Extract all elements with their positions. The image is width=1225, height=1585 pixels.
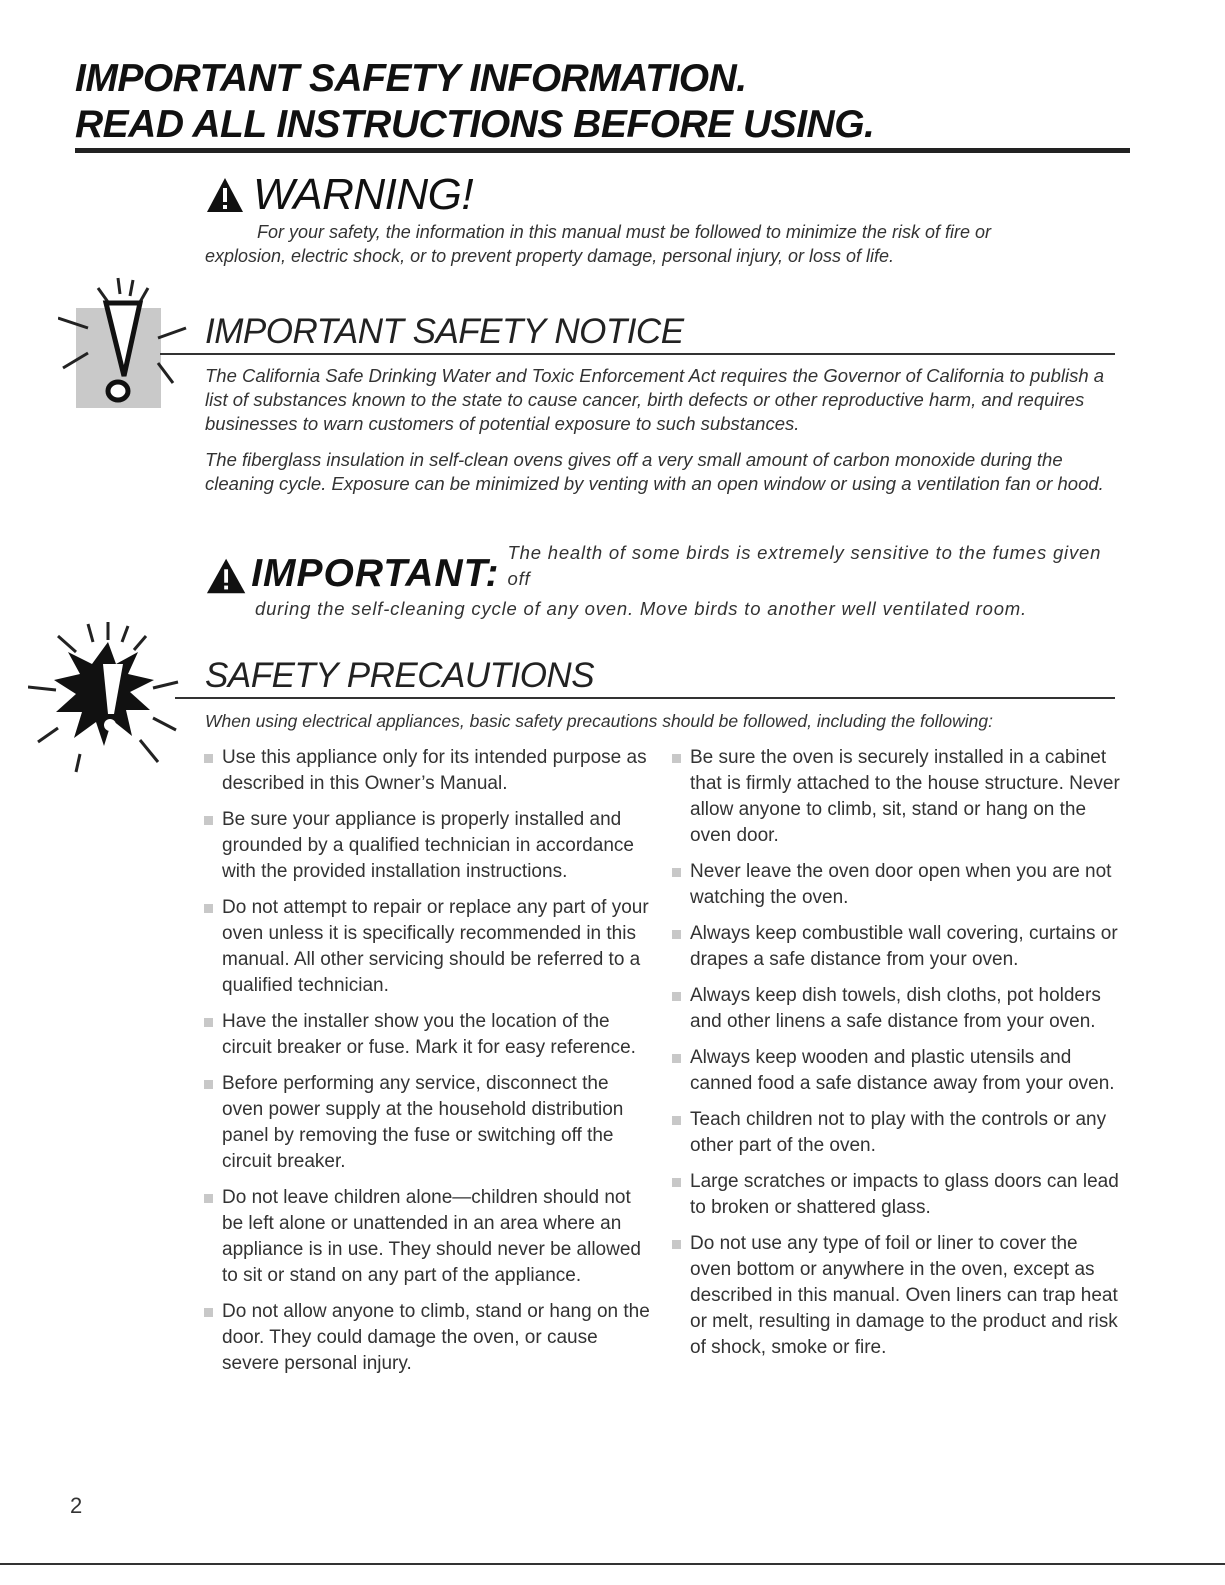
- notice-rule: [160, 353, 1115, 355]
- bullet-icon: [672, 754, 681, 763]
- bullet-icon: [672, 1116, 681, 1125]
- bullet-icon: [204, 1308, 213, 1317]
- precaution-text: Do not attempt to repair or replace any part of your oven unless it is specifically recommended in this manual. All other servicing should be referred to a qualified technician.: [222, 897, 649, 996]
- precaution-item: [670, 1107, 1120, 1159]
- precaution-text: Do not allow anyone to climb, stand or hang on the door. They could damage the oven, or cause severe personal injury.: [222, 1301, 650, 1374]
- bullet-icon: [204, 1018, 213, 1027]
- precaution-item: [202, 1185, 650, 1289]
- important-block: [205, 540, 1105, 622]
- precaution-text: Before performing any service, disconnect the oven power supply at the household distribution panel by removing the fuse or switching off the circuit breaker.: [222, 1073, 624, 1172]
- warning-text: For your safety, the information in this manual must be followed to minimize the risk of fire or explosion, electric shock, or to prevent property damage, personal injury, or loss of life.: [205, 222, 991, 266]
- exclamation-burst-icon: [58, 258, 188, 413]
- precautions-title: SAFETY PRECAUTIONS: [205, 656, 595, 695]
- bullet-icon: [672, 1240, 681, 1249]
- precautions-rule: [175, 697, 1115, 699]
- precaution-text: Always keep dish towels, dish cloths, pot holders and other linens a safe distance from your oven.: [690, 985, 1101, 1032]
- bullet-icon: [204, 816, 213, 825]
- bullet-icon: [672, 868, 681, 877]
- precaution-item: [202, 1071, 650, 1175]
- precaution-text: Never leave the oven door open when you are not watching the oven.: [690, 861, 1112, 908]
- precautions-right-column: [670, 745, 1120, 1371]
- bullet-icon: [672, 930, 681, 939]
- important-text-line-2: during the self-cleaning cycle of any oven. Move birds to another well ventilated room.: [255, 598, 1027, 619]
- precaution-item: [202, 1009, 650, 1061]
- precaution-item: [670, 1169, 1120, 1221]
- precaution-item: [202, 807, 650, 885]
- precaution-item: [202, 1299, 650, 1377]
- notice-paragraph-1: The California Safe Drinking Water and Toxic Enforcement Act requires the Governor of California to publish a list of substances known to the state to cause cancer, birth defects or other reproductive harm, and requires businesses to warn customers of potential exposure to such substances.: [205, 365, 1105, 434]
- precaution-item: [670, 921, 1120, 973]
- bottom-rule: [0, 1563, 1225, 1565]
- precaution-item: [670, 1045, 1120, 1097]
- precaution-text: Have the installer show you the location of the circuit breaker or fuse. Mark it for easy reference.: [222, 1011, 636, 1058]
- precautions-left-column: [202, 745, 650, 1387]
- precaution-text: Always keep combustible wall covering, curtains or drapes a safe distance from your oven.: [690, 923, 1118, 970]
- bullet-icon: [204, 1194, 213, 1203]
- bullet-icon: [204, 904, 213, 913]
- precaution-item: [670, 1231, 1120, 1361]
- notice-title: IMPORTANT SAFETY NOTICE: [205, 312, 684, 351]
- precaution-text: Do not use any type of foil or liner to cover the oven bottom or anywhere in the oven, except as described in this manual. Oven liners can trap heat or melt, resulting in damage to the product and risk of shock, smoke or fire.: [690, 1233, 1118, 1358]
- warning-block: [205, 172, 1105, 268]
- precaution-text: Always keep wooden and plastic utensils and canned food a safe distance away from your oven.: [690, 1047, 1115, 1094]
- precaution-text: Use this appliance only for its intended purpose as described in this Owner’s Manual.: [222, 747, 647, 794]
- precaution-item: [670, 859, 1120, 911]
- precaution-item: [670, 745, 1120, 849]
- bullet-icon: [204, 1080, 213, 1089]
- important-text-line-1: The health of some birds is extremely sensitive to the fumes given off: [507, 542, 1102, 589]
- bullet-icon: [672, 1054, 681, 1063]
- header-rule: [75, 148, 1130, 153]
- bullet-icon: [672, 992, 681, 1001]
- precaution-text: Be sure the oven is securely installed in a cabinet that is firmly attached to the house structure. Never allow anyone to climb, sit, stand or hang on the oven door.: [690, 747, 1120, 846]
- warning-triangle-icon: [205, 176, 245, 214]
- notice-paragraph-2: The fiberglass insulation in self-clean ovens gives off a very small amount of carbon monoxide during the cleaning cycle. Exposure can be minimized by venting with an open window or using a ventilation fan or hood.: [205, 449, 1104, 494]
- precautions-intro: When using electrical appliances, basic safety precautions should be followed, including the following:: [205, 711, 993, 731]
- important-label: IMPORTANT:: [251, 552, 500, 595]
- bullet-icon: [204, 754, 213, 763]
- precaution-item: [670, 983, 1120, 1035]
- warning-title: WARNING!: [253, 170, 474, 219]
- header-line-1: IMPORTANT SAFETY INFORMATION.: [75, 57, 747, 100]
- header-line-2: READ ALL INSTRUCTIONS BEFORE USING.: [75, 103, 875, 146]
- precaution-text: Teach children not to play with the controls or any other part of the oven.: [690, 1109, 1107, 1156]
- precaution-text: Be sure your appliance is properly installed and grounded by a qualified technician in accordance with the provided installation instructions.: [222, 809, 634, 882]
- starburst-exclamation-icon: [28, 622, 188, 787]
- page-number: 2: [70, 1493, 83, 1518]
- precaution-text: Do not leave children alone—children should not be left alone or unattended in an area where an appliance is in use. They should never be allowed to sit or stand on any part of the appliance.: [222, 1187, 641, 1286]
- precaution-item: [202, 745, 650, 797]
- precaution-text: Large scratches or impacts to glass doors can lead to broken or shattered glass.: [690, 1171, 1119, 1218]
- bullet-icon: [672, 1178, 681, 1187]
- warning-triangle-icon: [205, 556, 247, 596]
- page-header: [75, 56, 1125, 148]
- precaution-item: [202, 895, 650, 999]
